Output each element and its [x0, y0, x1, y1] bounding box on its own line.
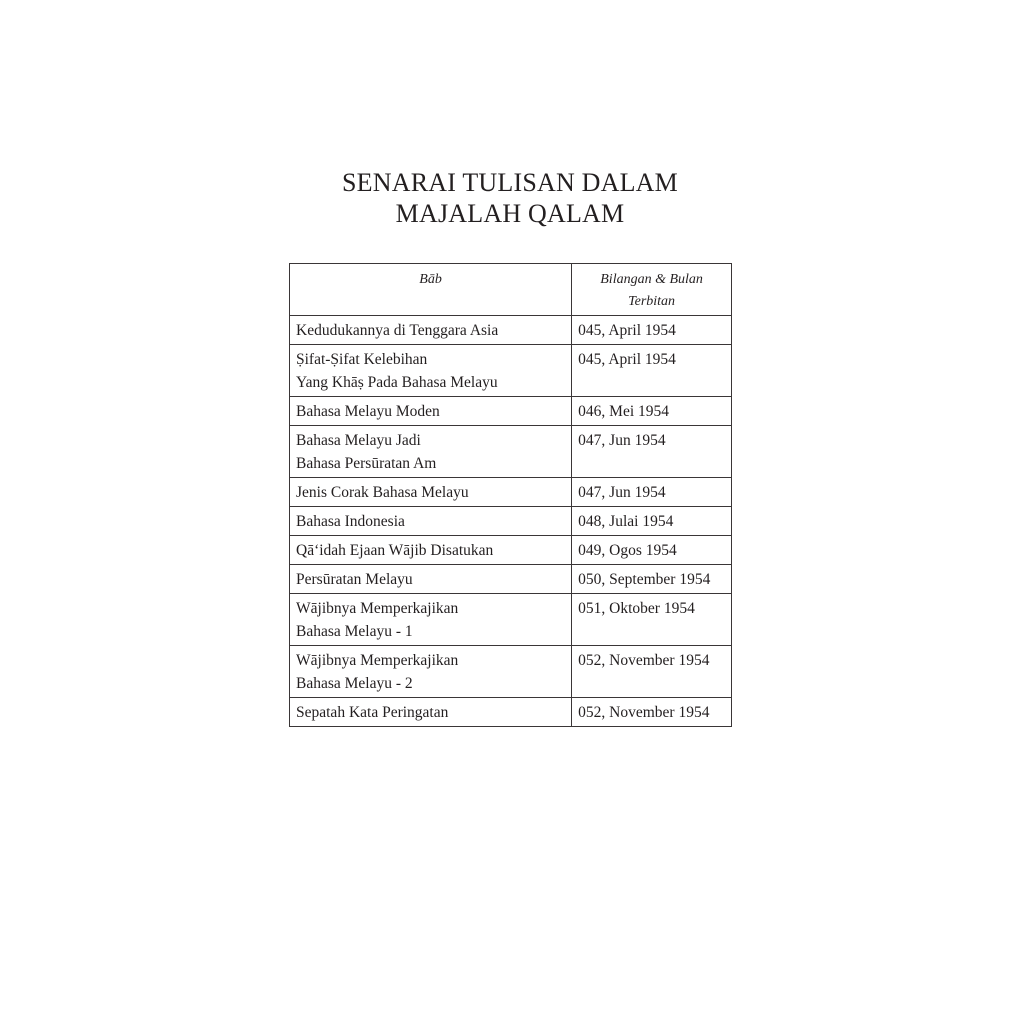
table-row [290, 345, 732, 397]
cell-issue [572, 426, 732, 478]
cell-issue [572, 565, 732, 594]
bab-text: Bahasa Persūratan Am [296, 455, 437, 472]
issue-text: 048, Julai 1954 [578, 513, 674, 530]
bab-text: Bahasa Melayu - 1 [296, 623, 413, 640]
table-row [290, 316, 732, 345]
bab-text: Sepatah Kata Peringatan [296, 704, 449, 721]
header-bilangan: Bilangan & Bulan Terbitan [572, 264, 732, 316]
cell-issue [572, 397, 732, 426]
table-row [290, 565, 732, 594]
articles-table [289, 263, 732, 727]
cell-issue [572, 646, 732, 698]
issue-text: 051, Oktober 1954 [578, 600, 695, 617]
issue-text: 052, November 1954 [578, 704, 710, 721]
issue-text: 047, Jun 1954 [578, 432, 666, 449]
issue-text: 050, September 1954 [578, 571, 711, 588]
cell-bab [290, 536, 572, 565]
cell-issue [572, 507, 732, 536]
table-row [290, 536, 732, 565]
cell-bab [290, 345, 572, 397]
bab-text: Bahasa Melayu Moden [296, 403, 440, 420]
issue-text: 052, November 1954 [578, 652, 710, 669]
bab-text: Yang Khāṣ Pada Bahasa Melayu [296, 374, 498, 391]
cell-bab [290, 698, 572, 727]
cell-bab [290, 397, 572, 426]
table-row [290, 594, 732, 646]
bab-text: Wājibnya Memperkajikan [296, 652, 459, 669]
issue-text: 046, Mei 1954 [578, 403, 670, 420]
table-row [290, 646, 732, 698]
cell-issue [572, 698, 732, 727]
page-title [0, 167, 1020, 229]
cell-issue [572, 594, 732, 646]
cell-bab [290, 478, 572, 507]
issue-text: 045, April 1954 [578, 322, 676, 339]
cell-bab [290, 316, 572, 345]
cell-issue [572, 316, 732, 345]
issue-text: 045, April 1954 [578, 351, 676, 368]
table-row [290, 426, 732, 478]
bab-text: Bahasa Indonesia [296, 513, 405, 530]
cell-bab [290, 594, 572, 646]
issue-text: 049, Ogos 1954 [578, 542, 677, 559]
bab-text: Qā‘idah Ejaan Wājib Disatukan [296, 542, 494, 559]
bab-text: Ṣifat-Ṣifat Kelebihan [296, 351, 428, 368]
cell-issue [572, 478, 732, 507]
cell-bab [290, 565, 572, 594]
cell-bab [290, 426, 572, 478]
bab-text: Wājibnya Memperkajikan [296, 600, 459, 617]
cell-issue [572, 345, 732, 397]
header-bab: Bāb [290, 264, 572, 316]
issue-text: 047, Jun 1954 [578, 484, 666, 501]
bab-text: Bahasa Melayu Jadi [296, 432, 421, 449]
bab-text: Bahasa Melayu - 2 [296, 675, 413, 692]
bab-text: Jenis Corak Bahasa Melayu [296, 484, 469, 501]
table-row [290, 698, 732, 727]
table-header-row [290, 264, 732, 316]
title-line-2: MAJALAH QALAM [395, 199, 625, 228]
table-row [290, 507, 732, 536]
cell-issue [572, 536, 732, 565]
table-row [290, 478, 732, 507]
cell-bab [290, 507, 572, 536]
bab-text: Kedudukannya di Tenggara Asia [296, 322, 499, 339]
table-body [290, 316, 732, 727]
title-line-1: SENARAI TULISAN DALAM [342, 168, 678, 197]
table-row [290, 397, 732, 426]
cell-bab [290, 646, 572, 698]
bab-text: Persūratan Melayu [296, 571, 413, 588]
